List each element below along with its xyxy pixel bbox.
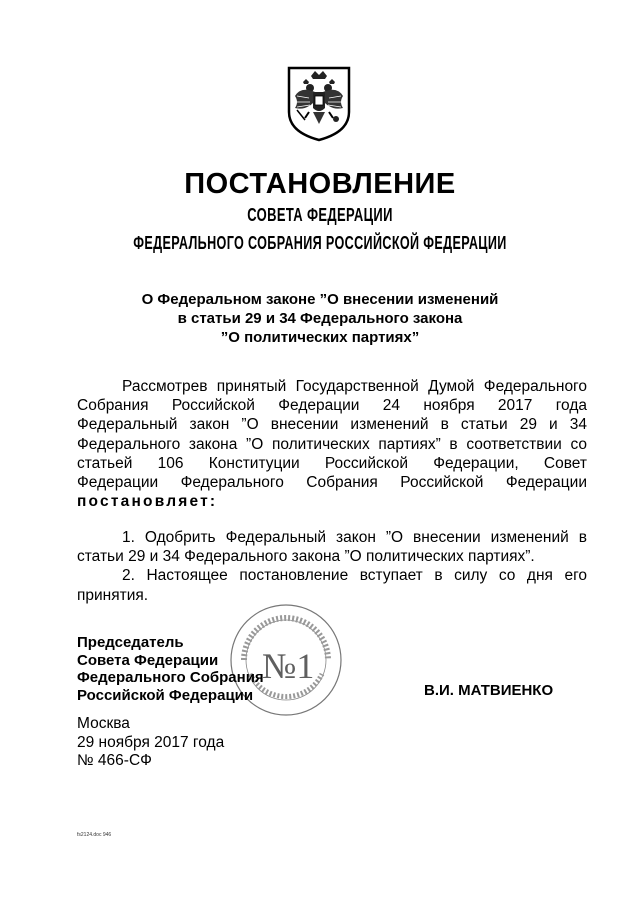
- item-2-line: принятия.: [77, 586, 149, 604]
- position-line: Совета Федерации: [77, 651, 219, 669]
- resolution-subject: [0, 290, 640, 347]
- position-line: Федерального Собрания: [77, 669, 264, 686]
- document-title: ПОСТАНОВЛЕНИЕ: [184, 168, 456, 200]
- document-subtitle-assembly: ФЕДЕРАЛЬНОГО СОБРАНИЯ РОССИЙСКОЙ ФЕДЕРАЦИИ: [133, 233, 507, 253]
- subject-line: в статьи 29 и 34 Федерального закона: [177, 310, 463, 327]
- item-1-line: статьи 29 и 34 Федерального закона ”О политических партиях”.: [77, 548, 535, 566]
- preamble-line: Рассмотрев принятый Государственной Думой Федерального: [122, 378, 587, 395]
- signatory-name: В.И. МАТВИЕНКО: [424, 682, 554, 699]
- preamble-line: Федерального закона ”О политических партиях” в соответствии со: [77, 435, 587, 453]
- preamble-paragraph: [77, 377, 587, 511]
- preamble-line: Федеральный закон ”О внесении изменений в статьи 29 и 34: [77, 416, 587, 434]
- item-1-line: 1. Одобрить Федеральный закон ”О внесении изменений в: [122, 529, 587, 546]
- date: 29 ноября 2017 года: [77, 733, 225, 751]
- coat-of-arms-icon: [283, 62, 355, 142]
- item-2-line: 2. Настоящее постановление вступает в силу со дня его: [122, 567, 587, 585]
- position-line: Председатель: [77, 634, 184, 651]
- place-and-date: [77, 715, 224, 771]
- signature-position: [77, 634, 264, 704]
- resolves-word: постановляет:: [77, 493, 218, 511]
- subject-line: О Федеральном законе ”О внесении изменений: [141, 291, 499, 308]
- resolution-items: [77, 528, 587, 605]
- subject-line: ”О политических партиях”: [220, 329, 420, 346]
- preamble-line: статьей 106 Конституции Российской Федерации, Совет: [77, 454, 587, 472]
- file-reference: fs2124.doc 946: [77, 832, 112, 838]
- document-number: № 466-СФ: [77, 752, 152, 769]
- city: Москва: [77, 715, 130, 732]
- document-subtitle-council: СОВЕТА ФЕДЕРАЦИИ: [247, 205, 393, 225]
- preamble-line: Собрания Российской Федерации 24 ноября 2017 года: [77, 397, 587, 415]
- stamp-number: №1: [262, 646, 315, 686]
- preamble-line: Федерации Федерального Собрания Российской Федерации: [77, 473, 587, 491]
- position-line: Российской Федерации: [77, 686, 254, 704]
